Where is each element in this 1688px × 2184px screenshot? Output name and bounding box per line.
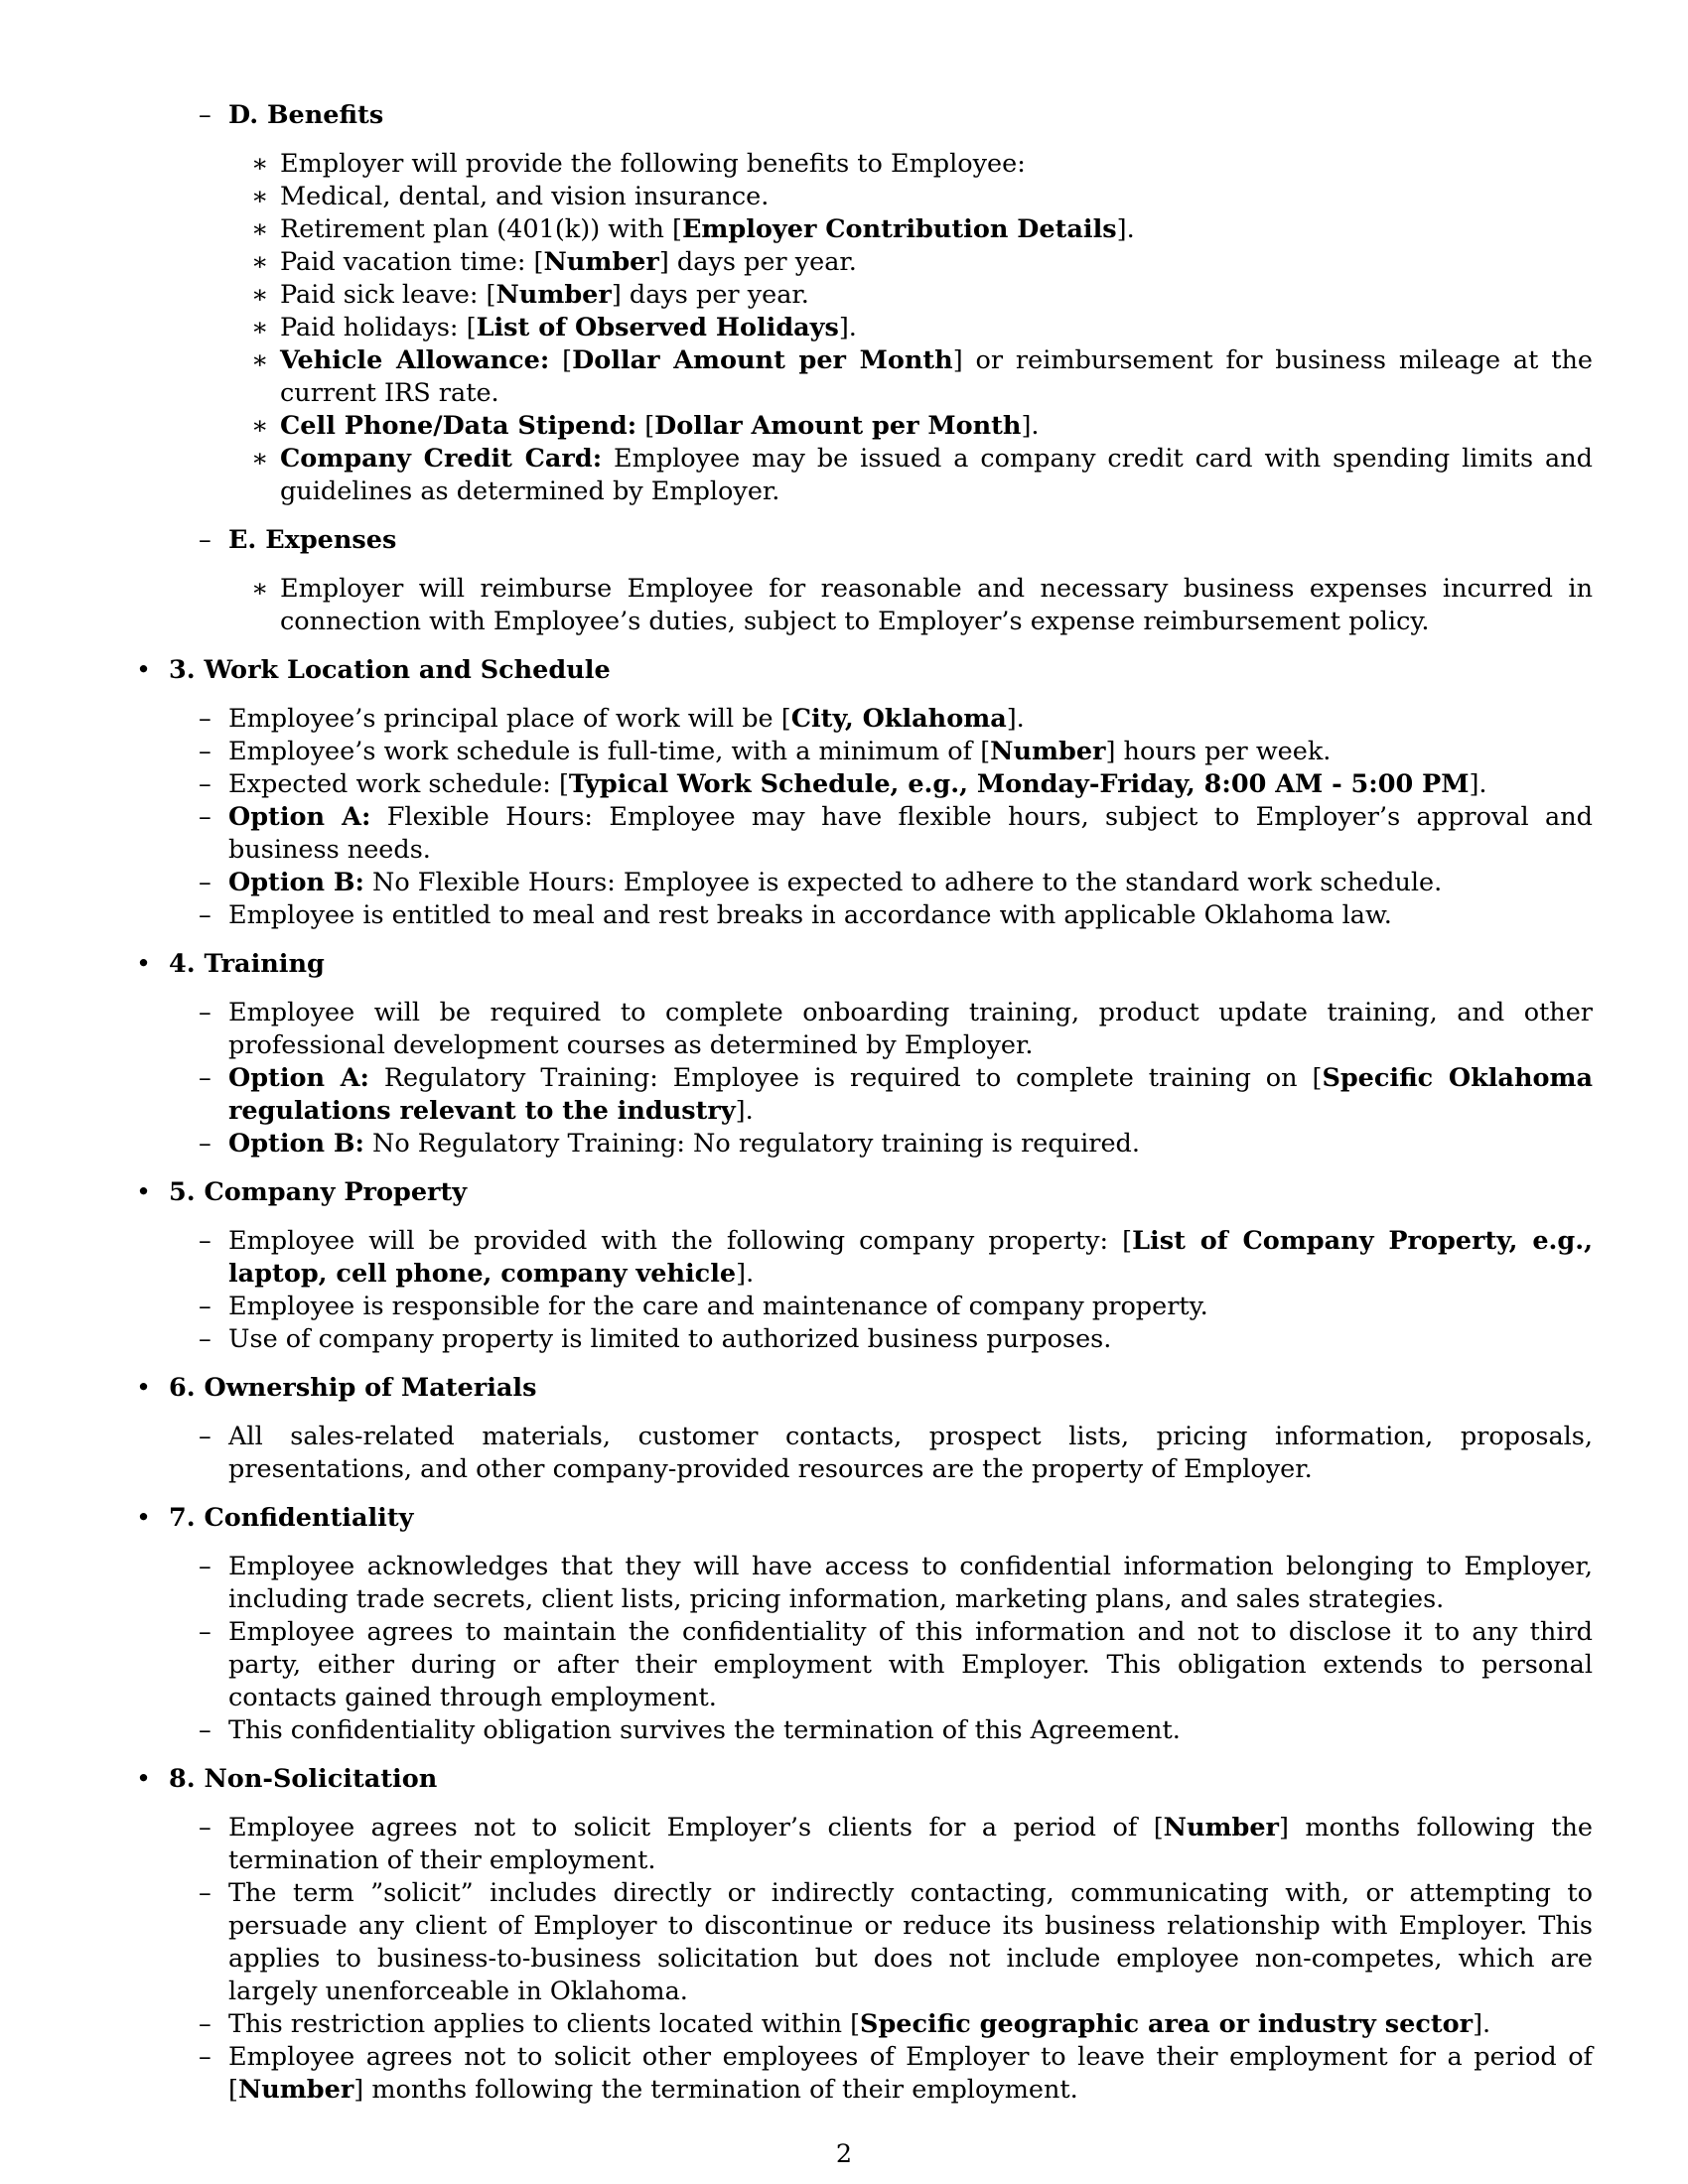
list-item: – Employee will be provided with the following company property: [List of Company Property, e.g., laptop, cell phone, company vehicle]. xyxy=(199,1226,1594,1289)
list-item: – Employee agrees not to solicit other employees of Employer to leave their employment for a period of [Number] months following the termination of their employment. xyxy=(199,2042,1593,2105)
bullet: • xyxy=(136,655,152,685)
dash-bullet: – xyxy=(199,525,211,555)
list-item: – Employee is entitled to meal and rest breaks in accordance with applicable Oklahoma law. xyxy=(199,900,1392,930)
list-item: ∗ Paid holidays: [List of Observed Holidays]. xyxy=(251,313,857,342)
subsection-title-benefits: – D. Benefits xyxy=(199,100,384,130)
list-item: – Employee is responsible for the care and maintenance of company property. xyxy=(199,1292,1208,1321)
list-item: – Use of company property is limited to authorized business purposes. xyxy=(199,1324,1112,1354)
list-item: – Employee will be required to complete onboarding training, product update training, and other professional development courses as determined by Employer. xyxy=(199,998,1593,1060)
list-item: – Option B: No Regulatory Training: No regulatory training is required. xyxy=(199,1129,1140,1159)
list-item: ∗ Vehicle Allowance: [Dollar Amount per Month] or reimbursement for business mileage at the current IRS rate. xyxy=(251,345,1593,408)
bullet: • xyxy=(136,1373,152,1403)
list-item: – Employee’s work schedule is full-time, with a minimum of [Number] hours per week. xyxy=(199,737,1332,766)
list-item: – Employee’s principal place of work will be [City, Oklahoma]. xyxy=(199,704,1025,734)
list-item: ∗ Paid sick leave: [Number] days per year. xyxy=(251,280,809,310)
section-title-ownership: • 6. Ownership of Materials xyxy=(136,1373,537,1403)
list-item: – Expected work schedule: [Typical Work Schedule, e.g., Monday-Friday, 8:00 AM - 5:00 PM]. xyxy=(199,769,1487,799)
list-item: – This restriction applies to clients located within [Specific geographic area or industry sector]. xyxy=(199,2009,1491,2039)
section-title-training: • 4. Training xyxy=(136,949,325,979)
list-item: ∗ Paid vacation time: [Number] days per year. xyxy=(251,247,857,277)
list-item: ∗ Employer will reimburse Employee for reasonable and necessary business expenses incurred in connection with Employee’s duties, subject to Employer’s expense reimbursement policy. xyxy=(251,574,1593,636)
list-item: – The term ”solicit” includes directly or indirectly contacting, communicating with, or attempting to persuade any client of Employer to discontinue or reduce its business relationship with Employer. This applies to business-to-business solicitation but does not include employee non-competes, which are largely unenforceable in Oklahoma. xyxy=(199,1878,1593,2006)
bullet: • xyxy=(136,1177,152,1207)
section-title-non-solicitation: • 8. Non-Solicitation xyxy=(136,1764,438,1794)
list-item: – Option B: No Flexible Hours: Employee is expected to adhere to the standard work schedule. xyxy=(199,868,1443,897)
list-item: – Employee acknowledges that they will have access to confidential information belonging to Employer, including trade secrets, client lists, pricing information, marketing plans, and sales strategies. xyxy=(199,1552,1593,1614)
list-item: ∗ Company Credit Card: Employee may be issued a company credit card with spending limits and guidelines as determined by Employer. xyxy=(251,444,1593,506)
bullet: • xyxy=(136,1503,152,1533)
section-title-work-location: • 3. Work Location and Schedule xyxy=(136,655,611,685)
list-item: – Option A: Flexible Hours: Employee may have flexible hours, subject to Employer’s approval and business needs. xyxy=(199,802,1593,865)
dash-bullet: – xyxy=(199,100,211,130)
list-item: – Employee agrees to maintain the confidentiality of this information and not to disclose it to any third party, either during or after their employment with Employer. This obligation extends to personal contacts gained through employment. xyxy=(199,1617,1593,1712)
list-item: ∗ Medical, dental, and vision insurance. xyxy=(251,182,770,211)
section-title-confidentiality: • 7. Confidentiality xyxy=(136,1503,414,1533)
list-item: – Employee agrees not to solicit Employer’s clients for a period of [Number] months following the termination of their employment. xyxy=(199,1813,1593,1875)
document-page xyxy=(133,99,1593,2107)
bullet: • xyxy=(136,1764,152,1794)
subsection-title-expenses: – E. Expenses xyxy=(199,525,397,555)
page-number: 2 xyxy=(835,2139,853,2169)
list-item: – Option A: Regulatory Training: Employee is required to complete training on [Specific Oklahoma regulations relevant to the industry]. xyxy=(199,1063,1594,1126)
list-item: ∗ Cell Phone/Data Stipend: [Dollar Amount per Month]. xyxy=(251,411,1040,441)
list-item: ∗ Employer will provide the following benefits to Employee: xyxy=(251,149,1026,179)
section-title-company-property: • 5. Company Property xyxy=(136,1177,468,1207)
list-item: ∗ Retirement plan (401(k)) with [Employer Contribution Details]. xyxy=(251,214,1135,244)
bullet: • xyxy=(136,949,152,979)
list-item: – All sales-related materials, customer contacts, prospect lists, pricing information, proposals, presentations, and other company-provided resources are the property of Employer. xyxy=(199,1422,1593,1484)
list-item: – This confidentiality obligation survives the termination of this Agreement. xyxy=(199,1715,1181,1745)
